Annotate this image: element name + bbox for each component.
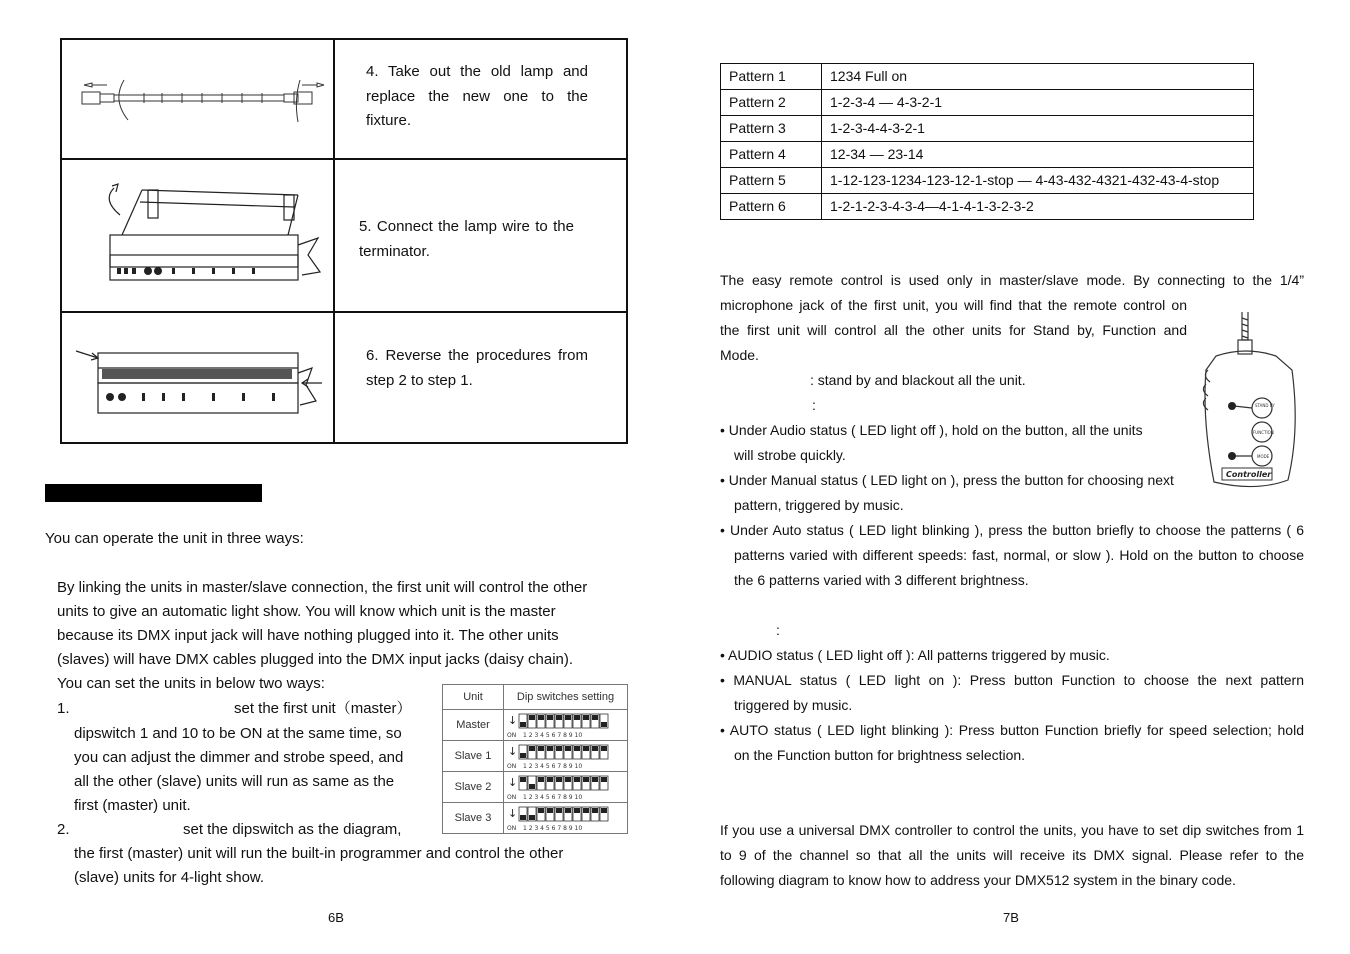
master-slave-line-3: because its DMX input jack will have nothing plugged into it. The other units <box>57 627 559 644</box>
dip-unit-label: Slave 2 <box>443 772 504 802</box>
dip-unit-label: Master <box>443 710 504 740</box>
table-row <box>721 194 1254 220</box>
table-row <box>721 116 1254 142</box>
master-slave-line-1: By linking the units in master/slave connection, the first unit will control the other <box>57 579 588 596</box>
item-2-number: 2. <box>57 821 70 838</box>
master-slave-line-4: (slaves) will have DMX cables plugged into the DMX input jacks (daisy chain). <box>57 651 574 668</box>
step-row <box>62 40 626 160</box>
dip-switch-numbers: 1 2 3 4 5 6 7 8 9 10 <box>522 825 582 832</box>
standby-description: : stand by and blackout all the unit. <box>810 372 1026 388</box>
item-1-line: first (master) unit. <box>74 797 191 814</box>
master-slave-line-2: units to give an automatic light show. You will know which unit is the master <box>57 603 556 620</box>
bullet-manual: • Under Manual status ( LED light on ), press the button for choosing next <box>720 472 1174 488</box>
step-row <box>62 313 626 442</box>
table-row <box>721 142 1254 168</box>
table-row <box>721 64 1254 90</box>
lamp-replacement-steps <box>60 38 628 444</box>
master-slave-line-5: You can set the units in below two ways: <box>57 675 325 692</box>
dip-switch-table <box>442 684 628 834</box>
remote-line: Mode. <box>720 347 759 363</box>
item-1-line: dipswitch 1 and 10 to be ON at the same time, so <box>74 725 402 742</box>
pattern-name: Pattern 3 <box>721 116 822 142</box>
step-6-text: 6. Reverse the procedures from step 2 to step 1. <box>366 347 588 389</box>
dip-switch-numbers: 1 2 3 4 5 6 7 8 9 10 <box>522 763 582 770</box>
remote-intro-line: The easy remote control is used only in master/slave mode. By connecting to the 1/4” <box>720 272 1304 288</box>
pattern-name: Pattern 1 <box>721 64 822 90</box>
item-1-line: you can adjust the dimmer and strobe speed, and <box>74 749 404 766</box>
mode-bullet-line: triggered by music. <box>734 697 853 713</box>
dip-table-header <box>443 685 627 709</box>
pattern-name: Pattern 2 <box>721 90 822 116</box>
lamp-wire-illustration <box>62 160 335 311</box>
mode-button-label: MODE <box>1257 454 1270 459</box>
dmx-line: to 9 of the channel so that all the units will receive its DMX signal. Please refer to the <box>720 847 1304 863</box>
dip-switch-graphic <box>504 803 627 833</box>
pattern-name: Pattern 6 <box>721 194 822 220</box>
bullet-line: will strobe quickly. <box>734 447 846 463</box>
lamp-removal-illustration <box>62 40 335 158</box>
dip-switch-numbers: 1 2 3 4 5 6 7 8 9 10 <box>522 794 582 801</box>
mode-bullet-audio: • AUDIO status ( LED light off ): All patterns triggered by music. <box>720 647 1110 663</box>
dmx-line: following diagram to know how to address your DMX512 system in the binary code. <box>720 872 1236 888</box>
dip-switch-numbers: 1 2 3 4 5 6 7 8 9 10 <box>522 732 582 739</box>
intro-text: You can operate the unit in three ways: <box>45 530 304 547</box>
item-1-number: 1. <box>57 700 70 717</box>
dmx-line: If you use a universal DMX controller to control the units, you have to set dip switches from 1 <box>720 822 1304 838</box>
standby-button-label: STAND BY <box>1255 403 1275 408</box>
table-row <box>721 90 1254 116</box>
dip-on-label: ON <box>506 794 516 801</box>
pattern-name: Pattern 5 <box>721 168 822 194</box>
reverse-procedure-illustration <box>62 313 335 442</box>
pattern-sequence: 12-34 — 23-14 <box>822 142 1254 168</box>
dip-row-slave-1 <box>443 740 627 771</box>
bullet-auto: • Under Auto status ( LED light blinking ), press the button briefly to choose the patterns ( 6 <box>720 522 1304 538</box>
dip-switch-graphic <box>504 710 627 740</box>
item-2-line: the first (master) unit will run the built-in programmer and control the other <box>74 845 564 862</box>
dip-row-slave-3 <box>443 802 627 833</box>
pattern-sequence: 1-12-123-1234-123-12-1-stop — 4-43-432-4321-432-43-4-stop <box>822 168 1254 194</box>
page-number-left: 6B <box>328 910 344 925</box>
pattern-sequence: 1234 Full on <box>822 64 1254 90</box>
dip-switch-graphic <box>504 741 627 771</box>
function-button-label: FUNCTION <box>1253 430 1274 435</box>
table-row <box>721 168 1254 194</box>
pattern-name: Pattern 4 <box>721 142 822 168</box>
bullet-line: the 6 patterns varied with 3 different brightness. <box>734 572 1029 588</box>
dip-header-unit: Unit <box>443 685 504 709</box>
mode-bullet-line: on the Function button for brightness selection. <box>734 747 1026 763</box>
item-2-line: (slave) units for 4-light show. <box>74 869 265 886</box>
item-2-first-line: set the dipswitch as the diagram, <box>183 821 402 838</box>
dip-row-master <box>443 709 627 740</box>
remote-line: microphone jack of the first unit, you will find that the remote control on <box>720 297 1187 313</box>
step-4-cell <box>335 40 626 158</box>
pattern-sequence: 1-2-1-2-3-4-3-4—4-1-4-1-3-2-3-2 <box>822 194 1254 220</box>
dip-unit-label: Slave 3 <box>443 803 504 833</box>
step-5-cell <box>335 160 626 311</box>
mode-bullet-manual: • MANUAL status ( LED light on ): Press button Function to choose the next pattern <box>720 672 1304 688</box>
page-number-right: 7B <box>1003 910 1019 925</box>
remote-brand-label: Controller <box>1226 470 1272 479</box>
step-row <box>62 160 626 313</box>
svg-text:↓: ↓ <box>507 745 517 758</box>
bullet-line: pattern, triggered by music. <box>734 497 904 513</box>
dip-header-setting: Dip switches setting <box>516 691 615 703</box>
svg-text:↓: ↓ <box>507 714 517 727</box>
dip-on-label: ON <box>506 825 516 832</box>
svg-text:↓: ↓ <box>507 807 517 820</box>
dip-row-slave-2 <box>443 771 627 802</box>
dip-unit-label: Slave 1 <box>443 741 504 771</box>
pattern-table <box>720 63 1254 220</box>
step-4-text: 4. Take out the old lamp and replace the new one to the fixture. <box>366 63 588 129</box>
bullet-line: patterns varied with different speeds: fast, normal, or slow ). Hold on the button to choose <box>734 547 1304 563</box>
pattern-sequence: 1-2-3-4 — 4-3-2-1 <box>822 90 1254 116</box>
dip-on-label: ON <box>506 732 516 739</box>
remote-controller-illustration <box>1196 310 1296 492</box>
pattern-sequence: 1-2-3-4-4-3-2-1 <box>822 116 1254 142</box>
mode-bullet-auto: • AUTO status ( LED light blinking ): Press button Function briefly for speed selection; hold <box>720 722 1304 738</box>
mode-colon: : <box>776 622 780 638</box>
dip-switch-graphic <box>504 772 627 802</box>
step-6-cell <box>335 313 626 442</box>
function-colon: : <box>812 397 816 413</box>
item-1-first-line: set the first unit（master） <box>234 700 412 717</box>
remote-line: the first unit will control all the other units for Stand by, Function and <box>720 322 1187 338</box>
section-heading-bar <box>45 484 262 502</box>
bullet-audio: • Under Audio status ( LED light off ), hold on the button, all the units <box>720 422 1143 438</box>
svg-text:↓: ↓ <box>507 776 517 789</box>
item-1-line: all the other (slave) units will run as same as the <box>74 773 395 790</box>
step-5-text: 5. Connect the lamp wire to the terminator. <box>359 218 574 260</box>
dip-on-label: ON <box>506 763 516 770</box>
